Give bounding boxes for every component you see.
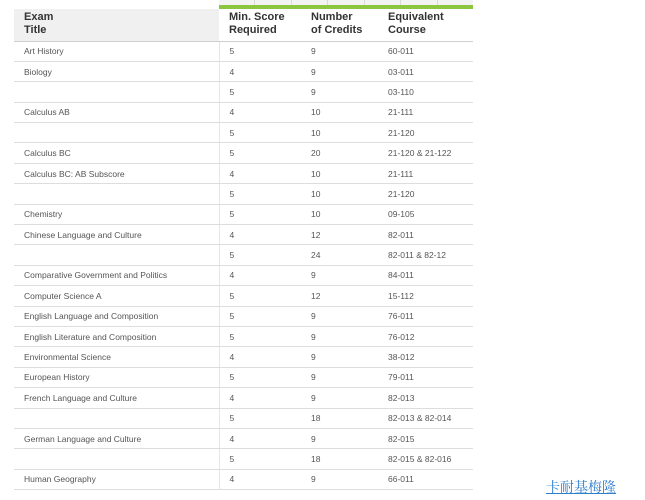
min-score-cell: 5: [219, 306, 301, 326]
min-score-cell: 5: [219, 408, 301, 428]
equivalent-course-cell: 82-011: [378, 225, 473, 245]
credits-cell: 9: [301, 82, 378, 102]
equivalent-course-cell: 82-015 & 82-016: [378, 449, 473, 469]
min-score-cell: 5: [219, 326, 301, 346]
header-equivalent-course: Equivalent Course: [378, 9, 473, 41]
equivalent-course-cell: 84-011: [378, 265, 473, 285]
table-row: [14, 245, 473, 265]
exam-title-cell: Calculus BC: [14, 143, 219, 163]
exam-title-cell: Human Geography: [14, 469, 219, 489]
accent-bar: [219, 5, 473, 9]
min-score-cell: 5: [219, 286, 301, 306]
equivalent-course-cell: 09-105: [378, 204, 473, 224]
table-row: [14, 469, 473, 489]
header-min-score: Min. Score Required: [219, 9, 301, 41]
table-row: [14, 184, 473, 204]
watermark-link[interactable]: 卡耐基梅隆: [546, 480, 616, 496]
equivalent-course-cell: 66-011: [378, 469, 473, 489]
header-credits: Number of Credits: [301, 9, 378, 41]
exam-title-cell: Calculus BC: AB Subscore: [14, 163, 219, 183]
table-row: [14, 82, 473, 102]
exam-title-cell: English Literature and Composition: [14, 326, 219, 346]
exam-title-cell: [14, 245, 219, 265]
credits-cell: 24: [301, 245, 378, 265]
equivalent-course-cell: 60-011: [378, 41, 473, 61]
table-row: [14, 41, 473, 61]
table-row: [14, 408, 473, 428]
credits-cell: 12: [301, 286, 378, 306]
equivalent-course-cell: 79-011: [378, 367, 473, 387]
equivalent-course-cell: 76-012: [378, 326, 473, 346]
exam-title-cell: Chemistry: [14, 204, 219, 224]
exam-title-cell: Art History: [14, 41, 219, 61]
min-score-cell: 5: [219, 184, 301, 204]
credits-cell: 10: [301, 123, 378, 143]
credits-cell: 9: [301, 347, 378, 367]
min-score-cell: 5: [219, 204, 301, 224]
header-exam-title: Exam Title: [14, 9, 219, 41]
min-score-cell: 4: [219, 163, 301, 183]
credits-cell: 9: [301, 41, 378, 61]
exam-title-cell: European History: [14, 367, 219, 387]
credits-cell: 9: [301, 388, 378, 408]
table-row: [14, 347, 473, 367]
credits-cell: 9: [301, 326, 378, 346]
equivalent-course-cell: 76-011: [378, 306, 473, 326]
equivalent-course-cell: 21-120 & 21-122: [378, 143, 473, 163]
min-score-cell: 5: [219, 82, 301, 102]
min-score-cell: 4: [219, 61, 301, 81]
min-score-cell: 4: [219, 265, 301, 285]
credits-cell: 18: [301, 449, 378, 469]
min-score-cell: 4: [219, 428, 301, 448]
table-row: [14, 265, 473, 285]
credits-cell: 9: [301, 469, 378, 489]
exam-title-cell: [14, 184, 219, 204]
min-score-cell: 4: [219, 102, 301, 122]
table-row: [14, 225, 473, 245]
equivalent-course-cell: 21-120: [378, 184, 473, 204]
exam-title-cell: [14, 449, 219, 469]
table-row: [14, 449, 473, 469]
exam-title-cell: German Language and Culture: [14, 428, 219, 448]
table-row: [14, 102, 473, 122]
table-row: [14, 286, 473, 306]
equivalent-course-cell: 03-011: [378, 61, 473, 81]
table-row: [14, 163, 473, 183]
exam-title-cell: Biology: [14, 61, 219, 81]
ap-credit-table: [14, 9, 473, 490]
table-row: [14, 204, 473, 224]
equivalent-course-cell: 03-110: [378, 82, 473, 102]
credits-cell: 9: [301, 61, 378, 81]
equivalent-course-cell: 21-111: [378, 102, 473, 122]
exam-title-cell: Calculus AB: [14, 102, 219, 122]
min-score-cell: 5: [219, 41, 301, 61]
exam-title-cell: [14, 82, 219, 102]
credits-cell: 20: [301, 143, 378, 163]
equivalent-course-cell: 15-112: [378, 286, 473, 306]
exam-title-cell: Computer Science A: [14, 286, 219, 306]
table-row: [14, 123, 473, 143]
credits-cell: 9: [301, 265, 378, 285]
equivalent-course-cell: 21-111: [378, 163, 473, 183]
equivalent-course-cell: 82-015: [378, 428, 473, 448]
equivalent-course-cell: 38-012: [378, 347, 473, 367]
credits-cell: 18: [301, 408, 378, 428]
min-score-cell: 5: [219, 367, 301, 387]
table-row: [14, 306, 473, 326]
equivalent-course-cell: 82-011 & 82-12: [378, 245, 473, 265]
exam-title-cell: Comparative Government and Politics: [14, 265, 219, 285]
equivalent-course-cell: 82-013 & 82-014: [378, 408, 473, 428]
credits-cell: 10: [301, 204, 378, 224]
exam-title-cell: Chinese Language and Culture: [14, 225, 219, 245]
equivalent-course-cell: 21-120: [378, 123, 473, 143]
min-score-cell: 4: [219, 347, 301, 367]
min-score-cell: 5: [219, 123, 301, 143]
exam-title-cell: English Language and Composition: [14, 306, 219, 326]
credits-cell: 10: [301, 184, 378, 204]
credits-cell: 10: [301, 163, 378, 183]
credits-cell: 9: [301, 367, 378, 387]
equivalent-course-cell: 82-013: [378, 388, 473, 408]
credits-cell: 9: [301, 428, 378, 448]
credits-cell: 9: [301, 306, 378, 326]
exam-title-cell: [14, 408, 219, 428]
min-score-cell: 4: [219, 388, 301, 408]
min-score-cell: 4: [219, 469, 301, 489]
table-row: [14, 388, 473, 408]
min-score-cell: 5: [219, 143, 301, 163]
table-row: [14, 428, 473, 448]
exam-title-cell: French Language and Culture: [14, 388, 219, 408]
table-row: [14, 61, 473, 81]
credits-cell: 12: [301, 225, 378, 245]
table-row: [14, 143, 473, 163]
table-body: [14, 41, 473, 490]
credits-cell: 10: [301, 102, 378, 122]
exam-title-cell: Environmental Science: [14, 347, 219, 367]
table-row: [14, 326, 473, 346]
table-row: [14, 367, 473, 387]
min-score-cell: 5: [219, 245, 301, 265]
min-score-cell: 5: [219, 449, 301, 469]
exam-title-cell: [14, 123, 219, 143]
table-header-row: [14, 9, 473, 41]
min-score-cell: 4: [219, 225, 301, 245]
